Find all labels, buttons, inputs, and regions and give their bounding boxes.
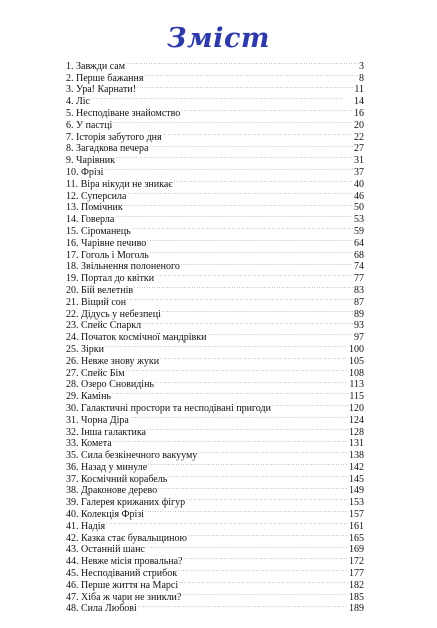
toc-entry: [66, 340, 364, 355]
toc-dot-leader: [130, 411, 348, 423]
toc-dot-leader: [137, 81, 353, 93]
toc-entry-page: 97: [354, 332, 364, 344]
toc-entry: [66, 529, 364, 544]
toc-entry-page: 59: [354, 225, 364, 237]
toc-dot-leader: [146, 541, 348, 553]
toc-dot-leader: [145, 505, 348, 517]
toc-dot-leader: [149, 140, 353, 152]
toc-entry: [66, 163, 364, 178]
toc-entry-page: 128: [349, 426, 364, 438]
toc-entry-label: 22. Дідусь у небезпеці: [66, 308, 161, 320]
page-title: Зміст: [167, 23, 270, 54]
toc-dot-leader: [162, 305, 353, 317]
toc-dot-leader: [113, 116, 353, 128]
toc-dot-leader: [178, 564, 348, 576]
toc-entry-label: 44. Невже місія провальна?: [66, 556, 183, 568]
toc-dot-leader: [134, 281, 353, 293]
toc-dot-leader: [150, 246, 353, 258]
toc-entry-label: 9. Чарівник: [66, 155, 115, 167]
toc-entry-page: 20: [354, 119, 364, 131]
toc-entry-page: 145: [349, 473, 364, 485]
toc-entry-label: 19. Портал до квітки: [66, 273, 155, 285]
toc-entry-page: 3: [359, 60, 364, 72]
toc-entry-label: 25. Зірки: [66, 343, 104, 355]
toc-entry-label: 30. Галактичні простори та несподівані пригоди: [66, 402, 271, 414]
toc-dot-leader: [126, 57, 358, 69]
toc-entry-page: 89: [354, 308, 364, 320]
toc-entry-page: 83: [354, 284, 364, 296]
toc-entry-page: 105: [349, 355, 364, 367]
toc-dot-leader: [183, 552, 348, 564]
toc-entry-label: 12. Суперсила: [66, 190, 127, 202]
toc-entry-page: 124: [349, 414, 364, 426]
toc-entry-page: 120: [349, 402, 364, 414]
toc-dot-leader: [174, 175, 353, 187]
toc-entry-label: 37. Космічний корабель: [66, 473, 168, 485]
toc-dot-leader: [127, 293, 353, 305]
toc-entry-page: 189: [349, 603, 364, 615]
toc-entry-page: 14: [354, 96, 364, 108]
toc-entry-page: 64: [354, 237, 364, 249]
toc-dot-leader: [138, 600, 348, 612]
toc-entry-page: 113: [349, 379, 364, 391]
toc-entry-page: 172: [349, 556, 364, 568]
toc-entry-label: 28. Озеро Сновидінь: [66, 379, 154, 391]
toc-entry-label: 8. Загадкова печера: [66, 143, 149, 155]
toc-dot-leader: [148, 458, 348, 470]
toc-dot-leader: [155, 269, 353, 281]
toc-entry-page: 161: [349, 520, 364, 532]
toc-dot-leader: [113, 435, 348, 447]
toc-entry-label: 13. Помічник: [66, 202, 123, 214]
toc-entry-label: 1. Завжди сам: [66, 60, 126, 72]
toc-dot-leader: [181, 258, 353, 270]
toc-entry-label: 27. Спейс Бім: [66, 367, 125, 379]
toc-entry: [66, 104, 364, 119]
toc-dot-leader: [181, 104, 353, 116]
toc-dot-leader: [104, 163, 353, 175]
toc-entry-label: 3. Ура! Карнати!: [66, 84, 137, 96]
toc-entry-label: 18. Звільнення полоненого: [66, 261, 180, 273]
toc-entry-label: 39. Галерея крижаних фігур: [66, 497, 186, 509]
toc-dot-leader: [182, 588, 348, 600]
toc-entry-label: 31. Чорна Діра: [66, 414, 129, 426]
toc-entry-page: 31: [354, 155, 364, 167]
toc-entry-page: 27: [354, 143, 364, 155]
toc-dot-leader: [132, 222, 353, 234]
toc-entry-page: 131: [349, 438, 364, 450]
toc-entry-page: 149: [349, 485, 364, 497]
toc-entry-label: 29. Камінь: [66, 391, 111, 403]
toc-dot-leader: [144, 69, 358, 81]
toc-entry-label: 6. У пастці: [66, 119, 113, 131]
toc-entry-page: 16: [354, 107, 364, 119]
toc-entry-label: 21. Віщий сон: [66, 296, 127, 308]
toc-dot-leader: [142, 317, 353, 329]
toc-entry: [66, 175, 364, 190]
toc-entry-page: 182: [349, 579, 364, 591]
toc-entry-page: 177: [349, 568, 364, 580]
toc-entry-label: 4. Ліс: [66, 96, 90, 108]
toc-entry-page: 93: [354, 320, 364, 332]
toc-dot-leader: [116, 151, 353, 163]
toc-entry-page: 40: [354, 178, 364, 190]
toc-dot-leader: [127, 187, 353, 199]
toc-dot-leader: [124, 199, 353, 211]
toc-dot-leader: [163, 128, 353, 140]
toc-entry-label: 47. Хіба ж чари не зникли?: [66, 591, 182, 603]
toc-entry-page: 46: [354, 190, 364, 202]
toc-dot-leader: [168, 470, 348, 482]
toc-entry-page: 108: [349, 367, 364, 379]
toc-entry-label: 11. Віра нікуди не зникає: [66, 178, 173, 190]
toc-dot-leader: [188, 529, 348, 541]
toc-entry-page: 153: [349, 497, 364, 509]
toc-dot-leader: [186, 493, 348, 505]
toc-entry-page: 53: [354, 214, 364, 226]
toc-dot-leader: [147, 423, 348, 435]
toc-entry-label: 46. Перше життя на Марсі: [66, 579, 179, 591]
toc-dot-leader: [115, 210, 353, 222]
toc-entry-label: 24. Початок космічної мандрівки: [66, 332, 207, 344]
toc-dot-leader: [272, 399, 348, 411]
toc-entry-page: 185: [349, 591, 364, 603]
toc-entry-label: 17. Гоголь і Моголь: [66, 249, 149, 261]
toc-dot-leader: [126, 364, 348, 376]
toc-entry-label: 20. Бій велетнів: [66, 284, 134, 296]
toc-entry-page: 68: [354, 249, 364, 261]
toc-entry: [66, 517, 364, 532]
toc-entry-page: 8: [359, 72, 364, 84]
toc-dot-leader: [207, 328, 353, 340]
toc-entry-page: 50: [354, 202, 364, 214]
toc-entry-label: 23. Спейс Спаркл: [66, 320, 142, 332]
toc-entry-label: 26. Невже знову жуки: [66, 355, 160, 367]
toc-entry-label: 36. Назад у минуле: [66, 461, 148, 473]
toc-entry-label: 7. Історія забутого дня: [66, 131, 162, 143]
toc-entry-page: 165: [349, 532, 364, 544]
toc-dot-leader: [112, 387, 348, 399]
toc-entry-page: 142: [349, 461, 364, 473]
toc-entry-label: 2. Перше бажання: [66, 72, 144, 84]
toc-entry-label: 32. Інша галактика: [66, 426, 146, 438]
toc-entry: [66, 352, 364, 367]
toc-dot-leader: [106, 517, 348, 529]
toc-entry-page: 87: [354, 296, 364, 308]
toc-entry-label: 5. Несподіване знайомство: [66, 107, 181, 119]
toc-entry-page: 11: [354, 84, 364, 96]
toc-entry-label: 14. Говерла: [66, 214, 115, 226]
toc-dot-leader: [105, 340, 348, 352]
toc-entry-page: 157: [349, 509, 364, 521]
toc-entry-label: 35. Сила безкінечного вакууму: [66, 450, 198, 462]
toc-entry-page: 74: [354, 261, 364, 273]
toc-entry: [66, 92, 364, 108]
toc-dot-leader: [160, 352, 348, 364]
toc-dot-leader: [198, 446, 348, 458]
toc-entry-label: 42. Казка стає бувальщиною: [66, 532, 187, 544]
toc-entry-label: 48. Сила Любові: [66, 603, 137, 615]
toc-entry-page: 138: [349, 450, 364, 462]
toc-entry: [66, 57, 364, 72]
toc-dot-leader: [91, 92, 353, 104]
toc-entry-page: 115: [349, 391, 364, 403]
table-of-contents: [66, 57, 364, 615]
toc-entry-label: 10. Фрізі: [66, 166, 104, 178]
toc-dot-leader: [147, 234, 353, 246]
toc-entry-label: 16. Чарівне печиво: [66, 237, 147, 249]
toc-dot-leader: [179, 576, 348, 588]
toc-entry-label: 38. Драконове дерево: [66, 485, 158, 497]
toc-entry-label: 33. Комета: [66, 438, 112, 450]
toc-entry-page: 37: [354, 166, 364, 178]
toc-entry-label: 41. Надія: [66, 520, 106, 532]
toc-dot-leader: [158, 482, 348, 494]
toc-entry-label: 40. Колекція Фрізі: [66, 509, 144, 521]
toc-entry-label: 45. Несподіваний стрибок: [66, 568, 178, 580]
toc-entry-page: 77: [354, 273, 364, 285]
toc-entry-label: 15. Сіроманець: [66, 225, 131, 237]
toc-entry-page: 169: [349, 544, 364, 556]
toc-entry-page: 100: [349, 343, 364, 355]
toc-dot-leader: [155, 376, 348, 388]
toc-entry-label: 43. Останній шанс: [66, 544, 145, 556]
toc-entry-page: 22: [354, 131, 364, 143]
